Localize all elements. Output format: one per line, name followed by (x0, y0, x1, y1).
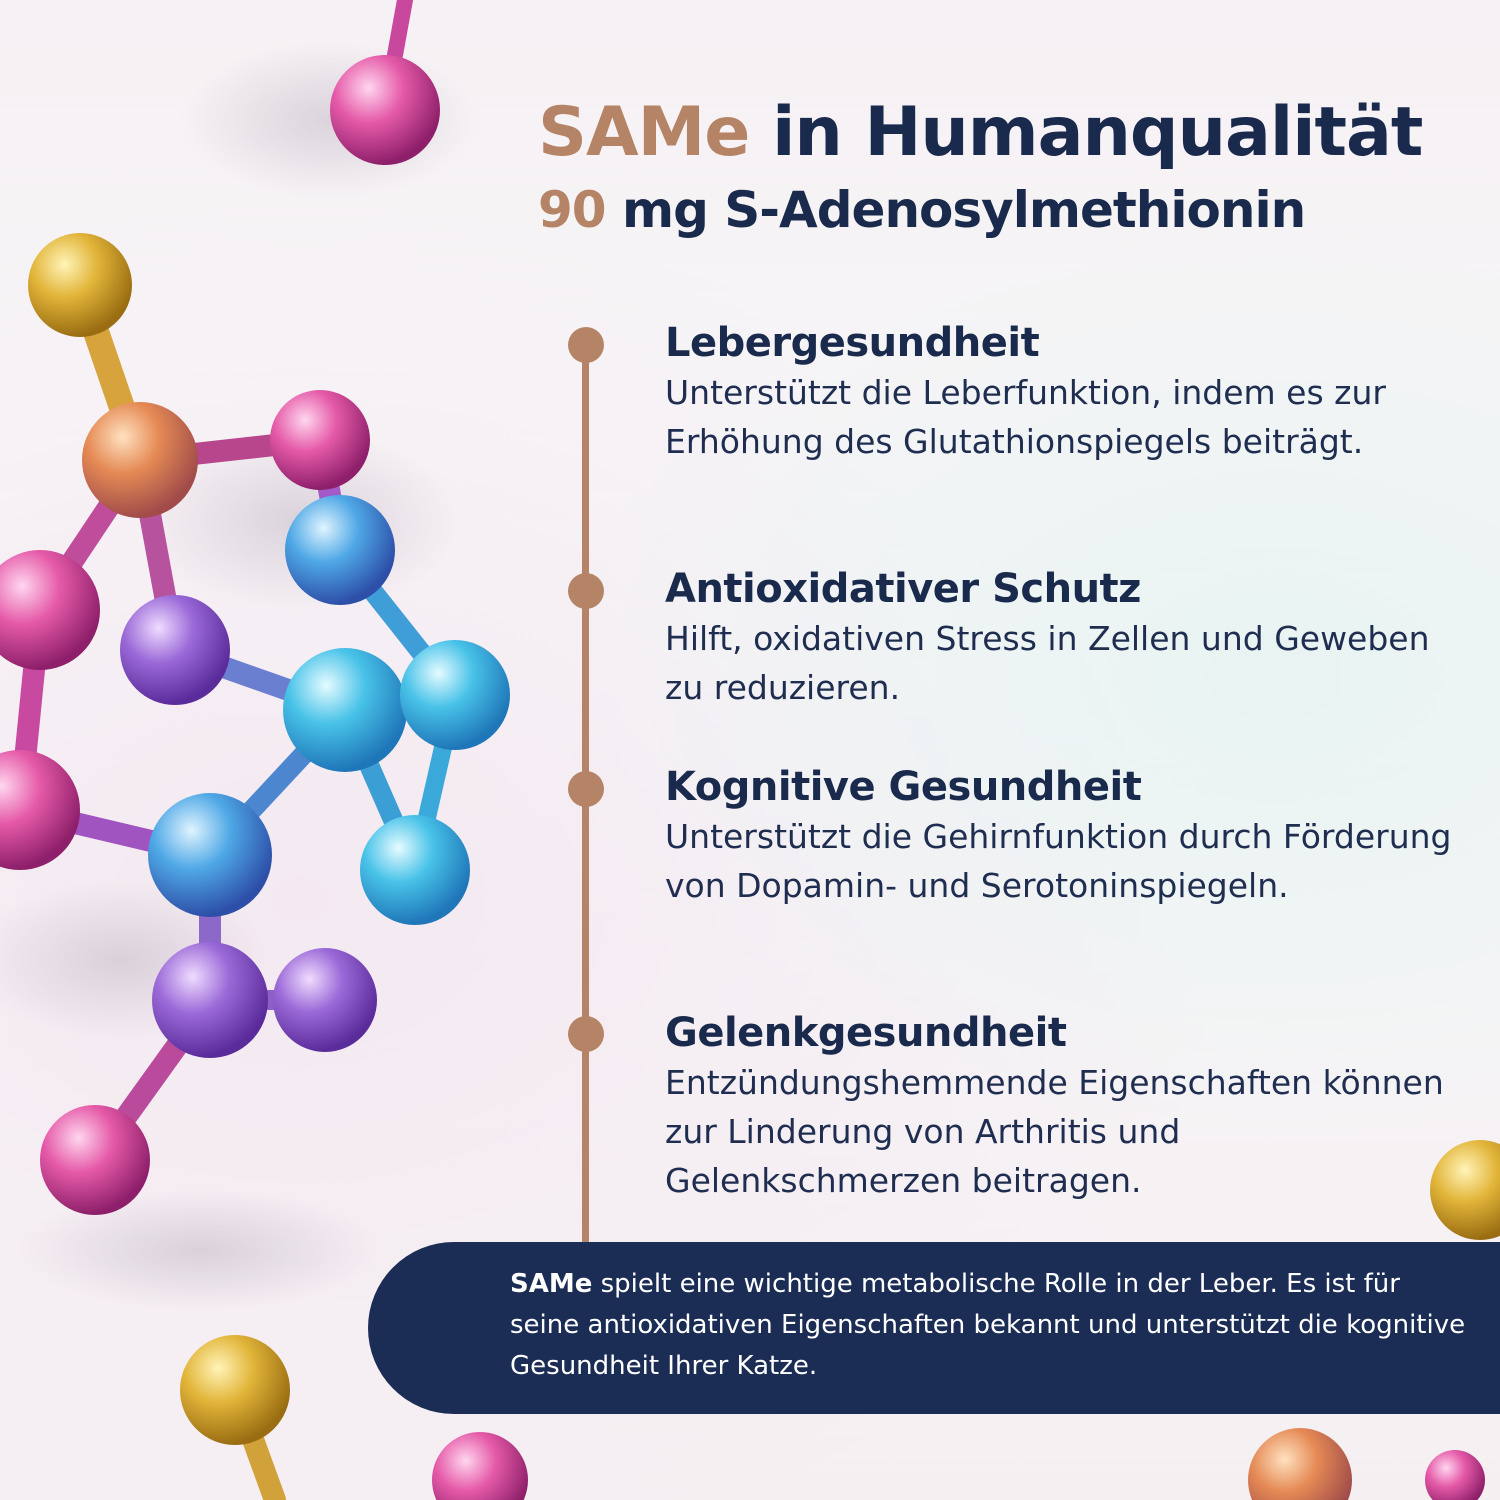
benefit-item (665, 1008, 1465, 1205)
benefit-title: Gelenkgesundheit (665, 1010, 1067, 1056)
timeline-dot (568, 771, 604, 807)
timeline-dot (568, 573, 604, 609)
benefit-item (665, 762, 1465, 910)
info-text (510, 1264, 1470, 1387)
info-panel (368, 1242, 1500, 1414)
info-text-bold: SAMe (510, 1269, 593, 1299)
title-rest: in Humanqualität (749, 93, 1423, 172)
benefit-item (665, 564, 1465, 712)
benefit-text: Hilft, oxidativen Stress in Zellen und Geweben zu reduzieren. (665, 619, 1430, 707)
benefit-title: Lebergesundheit (665, 320, 1040, 366)
title-accent: SAMe (538, 93, 750, 172)
info-text-body: spielt eine wichtige metabolische Rolle in der Leber. Es ist für seine antioxidativen Eigenschaften bekannt und unterstützt die kognitive Gesundheit Ihrer Katze. (510, 1269, 1466, 1381)
benefit-title: Kognitive Gesundheit (665, 764, 1142, 810)
timeline-dot (568, 1016, 604, 1052)
subtitle-accent: 90 (538, 181, 606, 239)
page-subtitle (538, 180, 1478, 240)
page-title (538, 90, 1478, 176)
benefit-text: Unterstützt die Leberfunktion, indem es zur Erhöhung des Glutathionspiegels beiträgt. (665, 373, 1386, 461)
benefit-title: Antioxidativer Schutz (665, 566, 1141, 612)
headline (538, 90, 1478, 240)
timeline-dot (568, 327, 604, 363)
benefit-text: Entzündungshemmende Eigenschaften können zur Linderung von Arthritis und Gelenkschmerzen beitragen. (665, 1063, 1444, 1200)
benefit-text: Unterstützt die Gehirnfunktion durch Förderung von Dopamin- und Serotoninspiegeln. (665, 817, 1452, 905)
subtitle-rest: mg S-Adenosylmethionin (605, 181, 1306, 239)
benefit-item (665, 318, 1465, 466)
